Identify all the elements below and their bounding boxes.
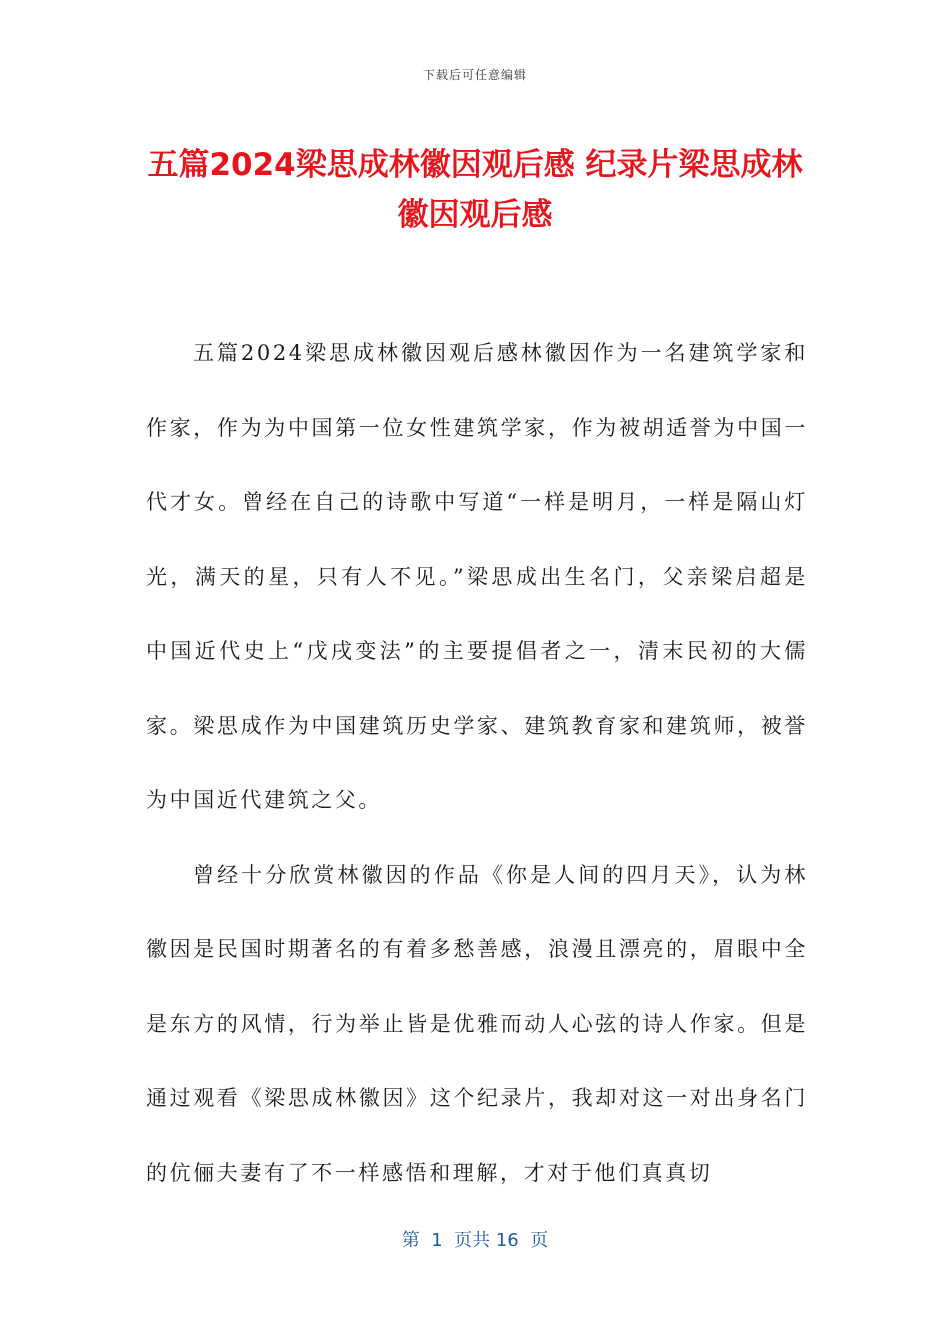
paragraph-1: 五篇2024梁思成林徽因观后感林徽因作为一名建筑学家和作家，作为为中国第一位女性建筑学家，作为被胡适誉为中国一代才女。曾经在自己的诗歌中写道“一样是明月，一样是隔山灯光，满天的星，只有人不见。”梁思成出生名门，父亲梁启超是中国近代史上“戊戌变法”的主要提倡者之一，清末民初的大儒家。梁思成作为中国建筑历史学家、建筑教育家和建筑师，被誉为中国近代建筑之父。 (146, 341, 808, 812)
document-title: 五篇2024梁思成林徽因观后感 纪录片梁思成林徽因观后感 (147, 147, 803, 233)
document-body (146, 316, 808, 1210)
page-footer: 第 1 页共 16 页 (401, 1230, 549, 1251)
paragraph-2: 曾经十分欣赏林徽因的作品《你是人间的四月天》，认为林徽因是民国时期著名的有着多愁善感，浪漫且漂亮的，眉眼中全是东方的风情，行为举止皆是优雅而动人心弦的诗人作家。但是通过观看《梁思成林徽因》这个纪录片，我却对这一对出身名门的伉俪夫妻有了不一样感悟和理解，才对于他们真真切 (146, 862, 808, 1185)
header-note: 下载后可任意编辑 (422, 68, 527, 82)
